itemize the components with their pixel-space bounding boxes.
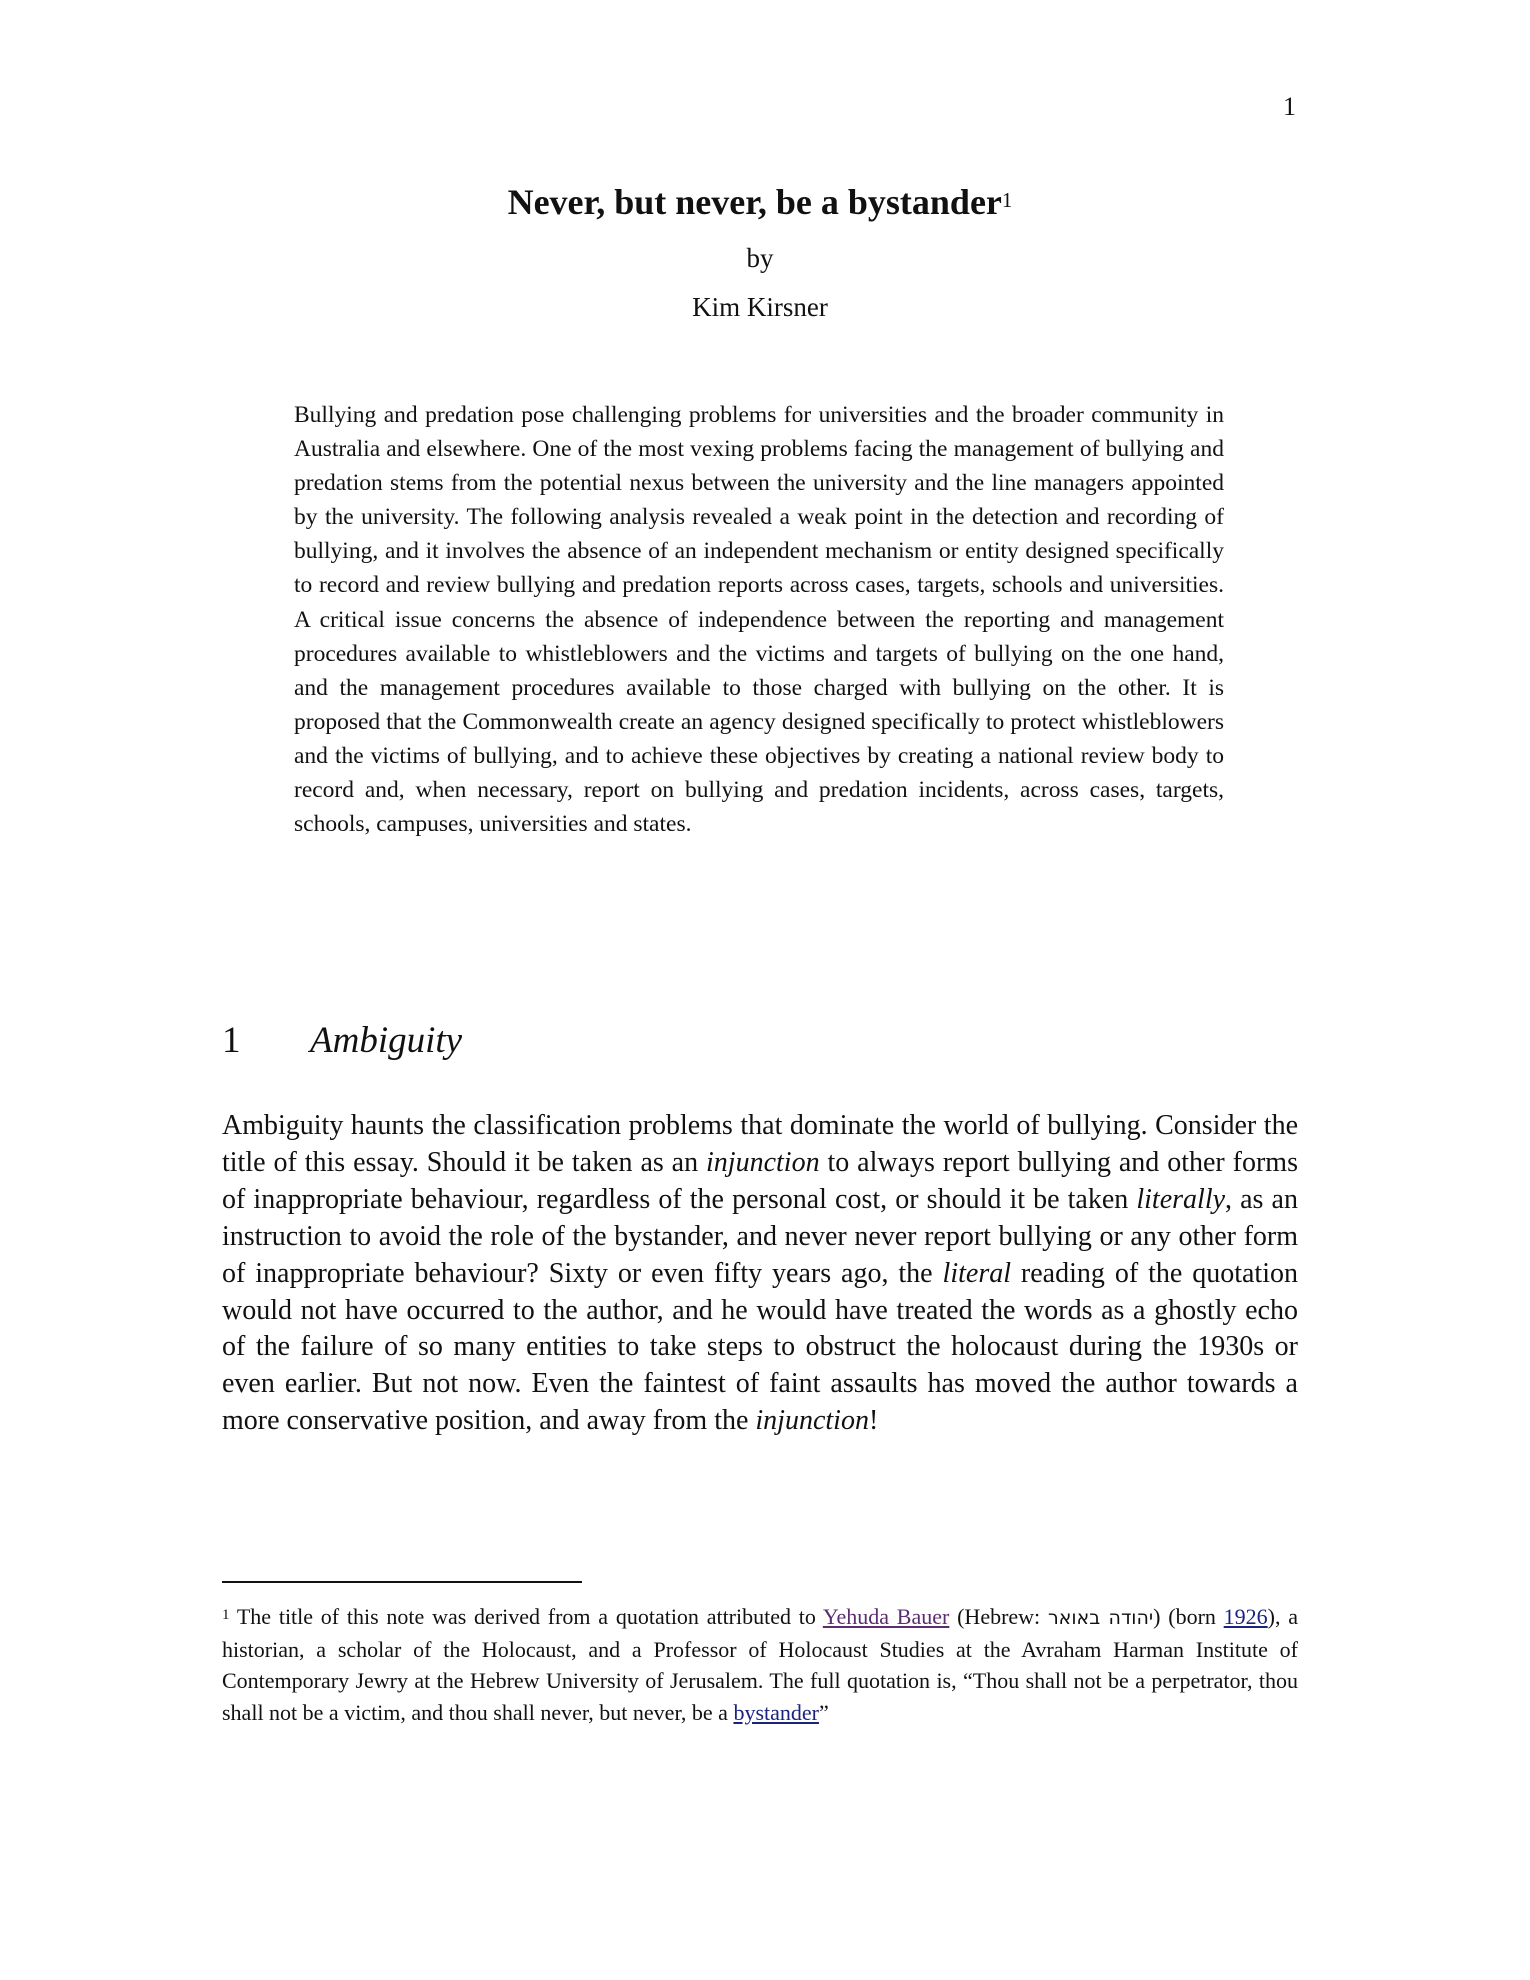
body-emphasis: literal [942, 1257, 1011, 1289]
year-1926-link[interactable]: 1926 [1223, 1604, 1268, 1629]
body-paragraph [222, 1108, 1298, 1440]
body-emphasis: injunction [755, 1405, 869, 1437]
document-title-text: Never, but never, be a bystander [507, 182, 1002, 222]
abstract: Bullying and predation pose challenging problems for universities and the broader community in Australia and elsewhere. One of the most vexing problems facing the management of bullying and predation stems from the potential nexus between the university and the line managers appointed by the university. The following analysis revealed a weak point in the detection and recording of bullying, and it involves the absence of an independent mechanism or entity designed specifically to record and review bullying and predation reports across cases, targets, schools and universities. A critical issue concerns the absence of independence between the reporting and management procedures available to whistleblowers and the victims and targets of bullying on the one hand, and the management procedures available to those charged with bullying on the other. It is proposed that the Commonwealth create an agency designed specifically to protect whistleblowers and the victims of bullying, and to achieve these objectives by creating a national review body to record and, when necessary, report on bullying and predation incidents, across cases, targets, schools, campuses, universities and states. [294, 402, 1224, 838]
body-text-run: , as an instruction to avoid the role of the bystander, and never never report bullying or any other form of inappropriate behaviour? Sixty or even fifty years ago, the [222, 1183, 1298, 1289]
title-block [222, 178, 1298, 325]
footnote-text-run: ” [818, 1699, 829, 1725]
footnote-mark: 1 [222, 1607, 230, 1623]
yehuda-bauer-link[interactable]: Yehuda Bauer [822, 1604, 950, 1629]
body-emphasis: literally [1136, 1183, 1226, 1215]
body-emphasis: injunction [706, 1146, 820, 1178]
section-heading [222, 1016, 1298, 1066]
section-number: 1 [222, 1020, 241, 1061]
section-title: Ambiguity [310, 1020, 463, 1061]
byline: by [746, 243, 774, 273]
footnote-text-run: ) (born [1153, 1604, 1224, 1629]
footnote-text-run: The title of this note was derived from a quotation attributed to [229, 1604, 823, 1629]
body-text-run: Ambiguity haunts the classification problems that dominate the world of bullying. Consider the title of this essay. Should it be taken as an [222, 1110, 1298, 1178]
body-text-run: to always report bullying and other forms of inappropriate behaviour, regardless of the personal cost, or should it be taken [222, 1146, 1298, 1215]
hebrew-name: יהודה באואר [1047, 1607, 1154, 1629]
bystander-link[interactable]: bystander [733, 1699, 819, 1725]
author-name: Kim Kirsner [692, 292, 828, 322]
page-number: 1 [1283, 92, 1296, 121]
footnote-text-run: ), a historian, a scholar of the Holocaust, and a Professor of Holocaust Studies at the Avraham Harman Institute of Contemporary Jewry at the Hebrew University of Jerusalem. The full quotation is, “Thou shall not be a perpetrator, thou shall not be a victim, and thou shall never, but never, be a [222, 1604, 1299, 1725]
footnote-divider [222, 1581, 582, 1583]
title-footnote-mark[interactable]: 1 [1001, 188, 1013, 212]
footnote [222, 1601, 1298, 1728]
body-text-run: ! [868, 1405, 879, 1437]
body-text-run: reading of the quotation would not have occurred to the author, and he would have treated the words as a ghostly echo of the failure of so many entities to take steps to obstruct the holocaust during the 1930s or even earlier. But not now. Even the faintest of faint assaults has moved the author towards a more conservative position, and away from the [222, 1257, 1298, 1437]
footnote-text-run: (Hebrew: [949, 1604, 1048, 1629]
document-title [222, 178, 1298, 226]
